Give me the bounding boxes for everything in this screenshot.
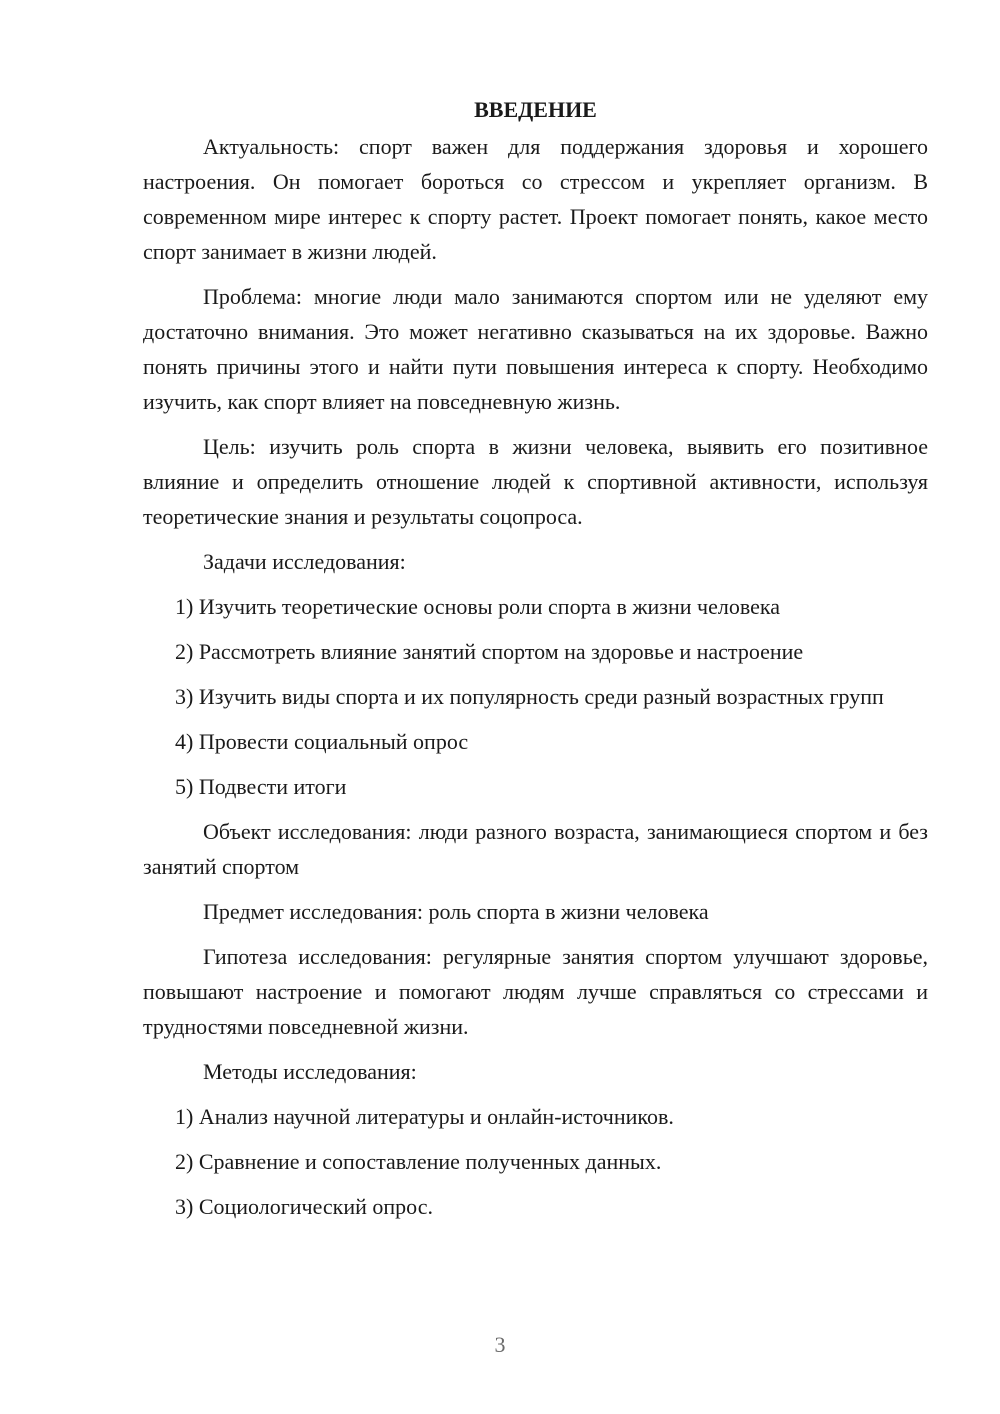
- subject-paragraph: Предмет исследования: роль спорта в жизни человека: [203, 899, 709, 924]
- task-item: 4) Провести социальный опрос: [175, 729, 469, 754]
- task-item: 3) Изучить виды спорта и их популярность среди разный возрастных групп: [175, 684, 884, 709]
- object-paragraph: Объект исследования: люди разного возраста, занимающиеся спортом и без занятий спортом: [143, 819, 928, 879]
- goal-paragraph: Цель: изучить роль спорта в жизни человека, выявить его позитивное влияние и определить отношение людей к спортивной активности, используя теоретические знания и результаты соцопроса.: [143, 434, 928, 529]
- page-number: 3: [494, 1332, 506, 1357]
- document-page: [143, 92, 928, 1234]
- problem-paragraph: Проблема: многие люди мало занимаются спортом или не уделяют ему достаточно внимания. Это может негативно сказываться на их здоровье. Важно понять причины этого и найти пути повышения интереса к спорту. Необходимо изучить, как спорт влияет на повседневную жизнь.: [143, 284, 928, 414]
- task-item: 5) Подвести итоги: [175, 774, 347, 799]
- hypothesis-paragraph: Гипотеза исследования: регулярные занятия спортом улучшают здоровье, повышают настроение и помогают людям лучше справляться со стрессами и трудностями повседневной жизни.: [143, 944, 928, 1039]
- tasks-heading: Задачи исследования:: [203, 549, 406, 574]
- actuality-paragraph: Актуальность: спорт важен для поддержания здоровья и хорошего настроения. Он помогает бороться со стрессом и укрепляет организм. В современном мире интерес к спорту растет. Проект помогает понять, какое место спорт занимает в жизни людей.: [143, 134, 928, 264]
- method-item: 2) Сравнение и сопоставление полученных данных.: [175, 1149, 662, 1174]
- task-item: 1) Изучить теоретические основы роли спорта в жизни человека: [175, 594, 780, 619]
- page-title: ВВЕДЕНИЕ: [474, 97, 597, 122]
- method-item: 3) Социологический опрос.: [175, 1194, 433, 1219]
- task-item: 2) Рассмотреть влияние занятий спортом на здоровье и настроение: [175, 639, 804, 664]
- methods-heading: Методы исследования:: [203, 1059, 417, 1084]
- method-item: 1) Анализ научной литературы и онлайн-источников.: [175, 1104, 674, 1129]
